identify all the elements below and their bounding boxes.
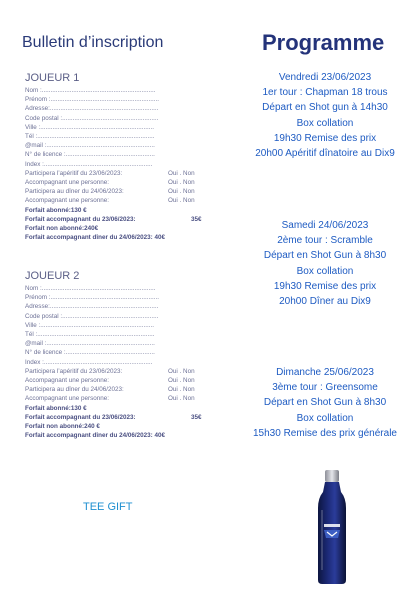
day-date: Samedi 24/06/2023: [281, 220, 369, 231]
programme-day-vendredi: [230, 70, 420, 161]
email-field[interactable]: @mail :..............................................................: [25, 340, 155, 348]
forfait-non-abonne: [25, 224, 225, 233]
day-date: Vendredi 23/06/2023: [278, 72, 372, 83]
option-label: Participera au dîner du 24/06/2023:: [25, 188, 124, 196]
adresse-field[interactable]: Adresse:..............................................................: [25, 105, 159, 113]
player-heading: JOUEUR 2: [25, 270, 80, 282]
player-2-form: [25, 270, 225, 440]
option-accompagnant: [25, 196, 225, 205]
price-label: Forfait abonné:130 €: [25, 206, 87, 214]
index-field[interactable]: Index :..............................................................: [25, 358, 153, 366]
option-label: Accompagnant une personne:: [25, 377, 110, 385]
oui-non-choice[interactable]: Oui . Non: [168, 377, 195, 385]
day-line: 2ème tour : Scramble: [277, 235, 373, 247]
price-amount: 35€: [191, 215, 202, 223]
price-label: Forfait non abonné:240€: [25, 225, 99, 233]
code-postal-field[interactable]: Code postal :.......................................................: [25, 312, 159, 320]
option-diner: [25, 385, 225, 394]
price-label: Forfait accompagnant du 23/06/2023:: [25, 413, 136, 421]
player-heading: JOUEUR 1: [25, 72, 80, 84]
programme-day-samedi: [230, 218, 420, 309]
forfait-accompagnant: [25, 215, 225, 224]
price-label: Forfait non abonné:240 €: [25, 423, 100, 431]
bulletin-title: Bulletin d’inscription: [22, 34, 164, 51]
day-line: 19h30 Remise des prix: [273, 280, 377, 292]
forfait-abonne: [25, 206, 225, 215]
nom-field[interactable]: Nom :.................................................................: [25, 285, 156, 292]
option-label: Participera au dîner du 24/06/2023:: [25, 386, 124, 394]
option-aperitif: [25, 367, 225, 376]
day-line: 19h30 Remise des prix: [273, 132, 377, 144]
option-label: Participera l’apéritif du 23/06/2023:: [25, 169, 123, 177]
forfait-abonne: [25, 404, 225, 413]
option-aperitif: [25, 169, 225, 178]
oui-non-choice[interactable]: Oui . Non: [168, 386, 195, 394]
option-label: Accompagnant une personne:: [25, 197, 110, 205]
day-line: Départ en Shot Gun à 8h30: [263, 397, 387, 409]
option-label: Accompagnant une personne:: [25, 395, 110, 403]
licence-field[interactable]: N° de licence :...................................................: [25, 151, 155, 159]
price-label: Forfait accompagnant du 23/06/2023:: [25, 215, 136, 223]
day-date: Dimanche 25/06/2023: [276, 367, 374, 378]
option-label: Accompagnant une personne:: [25, 179, 110, 187]
code-postal-field[interactable]: Code postal :.......................................................: [25, 114, 159, 122]
day-line: Départ en Shot Gun à 8h30: [263, 250, 387, 262]
day-line: 3ème tour : Greensome: [272, 382, 378, 394]
programme-day-dimanche: [230, 365, 420, 441]
option-accompagnant: [25, 178, 225, 187]
email-field[interactable]: @mail :..............................................................: [25, 142, 155, 150]
day-line: 15h30 Remise des prix générale: [253, 427, 397, 439]
adresse-field[interactable]: Adresse:..............................................................: [25, 303, 159, 311]
option-accompagnant: [25, 376, 225, 385]
forfait-non-abonne: [25, 422, 225, 431]
day-line: Départ en Shot gun à 14h30: [262, 102, 388, 114]
day-line: 1er tour : Chapman 18 trous: [262, 87, 388, 99]
tee-gift-label: TEE GIFT: [83, 501, 133, 513]
day-line: Box collation: [296, 117, 354, 129]
licence-field[interactable]: N° de licence :...................................................: [25, 349, 155, 357]
index-field[interactable]: Index :..............................................................: [25, 160, 153, 168]
oui-non-choice[interactable]: Oui . Non: [168, 169, 195, 177]
ville-field[interactable]: Ville :.................................................................: [25, 321, 155, 329]
nom-field[interactable]: Nom :.................................................................: [25, 87, 156, 94]
oui-non-choice[interactable]: Oui . Non: [168, 395, 195, 403]
price-amount: 35€: [191, 413, 202, 421]
day-line: 20h00 Dîner au Dix9: [279, 296, 371, 308]
forfait-accompagnant: [25, 413, 225, 422]
programme-title: Programme: [262, 30, 385, 55]
price-label: Forfait abonné:130 €: [25, 404, 87, 412]
day-line: Box collation: [296, 265, 354, 277]
price-label: Forfait accompagnant dîner du 24/06/2023: 40€: [25, 234, 165, 242]
day-line: 20h00 Apéritif dînatoire au Dix9: [255, 148, 395, 160]
option-accompagnant: [25, 394, 225, 403]
oui-non-choice[interactable]: Oui . Non: [168, 367, 195, 375]
day-line: Box collation: [296, 412, 354, 424]
forfait-diner: [25, 431, 225, 440]
ville-field[interactable]: Ville :.................................................................: [25, 123, 155, 131]
forfait-diner: [25, 233, 225, 242]
oui-non-choice[interactable]: Oui . Non: [168, 197, 195, 205]
option-label: Participera l’apéritif du 23/06/2023:: [25, 367, 123, 375]
prenom-field[interactable]: Prénom :..............................................................: [25, 294, 160, 302]
tel-field[interactable]: Tél :...................................................................: [25, 331, 155, 339]
oui-non-choice[interactable]: Oui . Non: [168, 188, 195, 196]
prenom-field[interactable]: Prénom :..............................................................: [25, 96, 160, 104]
oui-non-choice[interactable]: Oui . Non: [168, 179, 195, 187]
water-bottle-icon: [312, 468, 352, 586]
option-diner: [25, 187, 225, 196]
tel-field[interactable]: Tél :...................................................................: [25, 133, 155, 141]
player-1-form: [25, 72, 225, 242]
price-label: Forfait accompagnant dîner du 24/06/2023: 40€: [25, 432, 165, 440]
